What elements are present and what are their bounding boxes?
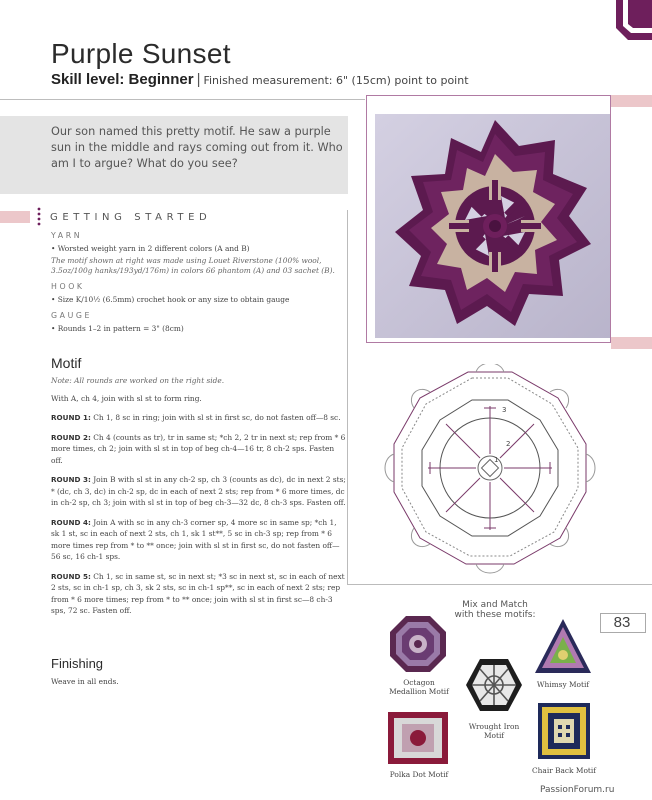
chart-label-round-1: 1	[494, 456, 499, 464]
round-3	[51, 474, 346, 509]
round-text: Ch 4 (counts as tr), tr in same st; *ch 2, 2 tr in next st; rep from * 6 more times, ch 2; join with sl st in top of beg ch-4—16 tr, 8 ch-2 sps. Fasten off.	[51, 432, 346, 465]
whimsy-thumb	[533, 617, 593, 677]
motif-heading: Motif	[51, 355, 82, 371]
finishing-heading: Finishing	[51, 656, 104, 671]
yarn-note: The motif shown at right was made using Louet Riverstone (100% wool, 3.5oz/100g hanks/193yd/176m) in colors 66 phantom (A) and 03 sachet (B).	[51, 256, 335, 275]
finished-measurement: Finished measurement: 6" (15cm) point to point	[203, 74, 469, 87]
page-title: Purple Sunset	[51, 38, 231, 69]
wrought-iron-thumb	[464, 655, 524, 715]
round-text: Join B with sl st in any ch-2 sp, ch 3 (counts as dc), dc in next 2 sts; * (dc, ch 3, dc) in ch-2 sp, dc in each of next 2 sts; rep from * 6 more times, dc in ch-2 sp, ch 3; join with sl st in top of beg ch-3—32 dc, 8 ch-3 sps. Fasten off.	[51, 475, 346, 507]
subtitle-separator: |	[196, 71, 201, 88]
whimsy-label: Whimsy Motif	[536, 680, 590, 689]
page-number: 83	[613, 614, 631, 631]
chart-label-round-3: 3	[502, 406, 507, 414]
wrought-iron-label: Wrought Iron Motif	[468, 722, 520, 740]
round-label: ROUND 1:	[51, 413, 91, 422]
getting-started-heading: GETTING STARTED	[50, 212, 212, 223]
finishing-text: Weave in all ends.	[51, 677, 119, 686]
chart-label-round-2: 2	[506, 440, 511, 448]
chair-back-label: Chair Back Motif	[532, 766, 596, 775]
skill-level: Skill level: Beginner	[51, 71, 194, 88]
watermark: PassionForum.ru	[540, 785, 615, 795]
motif-instructions	[51, 375, 346, 625]
octagon-medallion-label: Octagon Medallion Motif	[389, 678, 449, 696]
mix-match-heading: Mix and Match with these motifs:	[454, 600, 536, 620]
round-text: Ch 1, 8 sc in ring; join with sl st in first sc, do not fasten off—8 sc.	[90, 413, 341, 422]
motif-photo	[375, 114, 610, 338]
header-rule	[0, 99, 365, 100]
polka-dot-thumb	[386, 710, 450, 766]
round-5	[51, 571, 346, 617]
hook-line: • Size K/10½ (6.5mm) crochet hook or any size to obtain gauge	[51, 295, 290, 304]
round-label: ROUND 3:	[51, 475, 91, 484]
round-label: ROUND 2:	[51, 432, 91, 442]
round-label: ROUND 5:	[51, 571, 91, 581]
getting-started-body	[51, 231, 343, 334]
polka-dot-label: Polka Dot Motif	[389, 770, 449, 779]
yarn-heading: YARN	[51, 231, 83, 240]
photo-accent-bar-top	[611, 95, 652, 107]
octagon-medallion-thumb	[388, 614, 448, 674]
chart-bottom-rule	[347, 584, 652, 585]
section-dots	[37, 207, 41, 227]
crochet-chart	[378, 364, 602, 578]
motif-start: With A, ch 4, join with sl st to form ring.	[51, 393, 202, 403]
gauge-line: • Rounds 1–2 in pattern = 3" (8cm)	[51, 324, 184, 333]
corner-tab	[608, 0, 652, 40]
column-divider	[347, 210, 348, 584]
round-1	[51, 412, 346, 424]
round-4	[51, 517, 346, 563]
yarn-line: • Worsted weight yarn in 2 different colors (A and B)	[51, 244, 250, 253]
section-accent-bar	[0, 211, 30, 223]
subtitle	[51, 71, 469, 88]
round-2	[51, 432, 346, 467]
motif-note: Note: All rounds are worked on the right side.	[51, 376, 225, 385]
intro-text: Our son named this pretty motif. He saw a purple sun in the middle and rays coming out from it. Who am I to argue? What do you see?	[51, 125, 343, 170]
round-label: ROUND 4:	[51, 517, 91, 527]
hook-heading: HOOK	[51, 282, 85, 291]
round-text: Ch 1, sc in same st, sc in next st; *3 sc in next st, sc in each of next 2 sts, sc in ch-1 sp, ch 3, sk 2 sts, sc in ch-1 sp**, sc in each of next 2 sts; rep from * 6 more times; rep from * to ** once; join with sl st in first sc—8 ch-3 sps, 72 sc. Fasten off.	[51, 571, 345, 615]
chair-back-thumb	[536, 701, 592, 761]
round-text: Join A with sc in any ch-3 corner sp, 4 more sc in same sp; *ch 1, sk 1 st, sc in each of next 2 sts, ch 1, sk 1 st**, 5 sc in ch-3 sp; rep from * 6 more times rep from * to ** once; join with sl st in first sc, do not fasten off—56 sc, 16 ch-1 sps.	[51, 517, 340, 561]
photo-accent-bar-bottom	[611, 337, 652, 349]
gauge-heading: GAUGE	[51, 311, 93, 320]
